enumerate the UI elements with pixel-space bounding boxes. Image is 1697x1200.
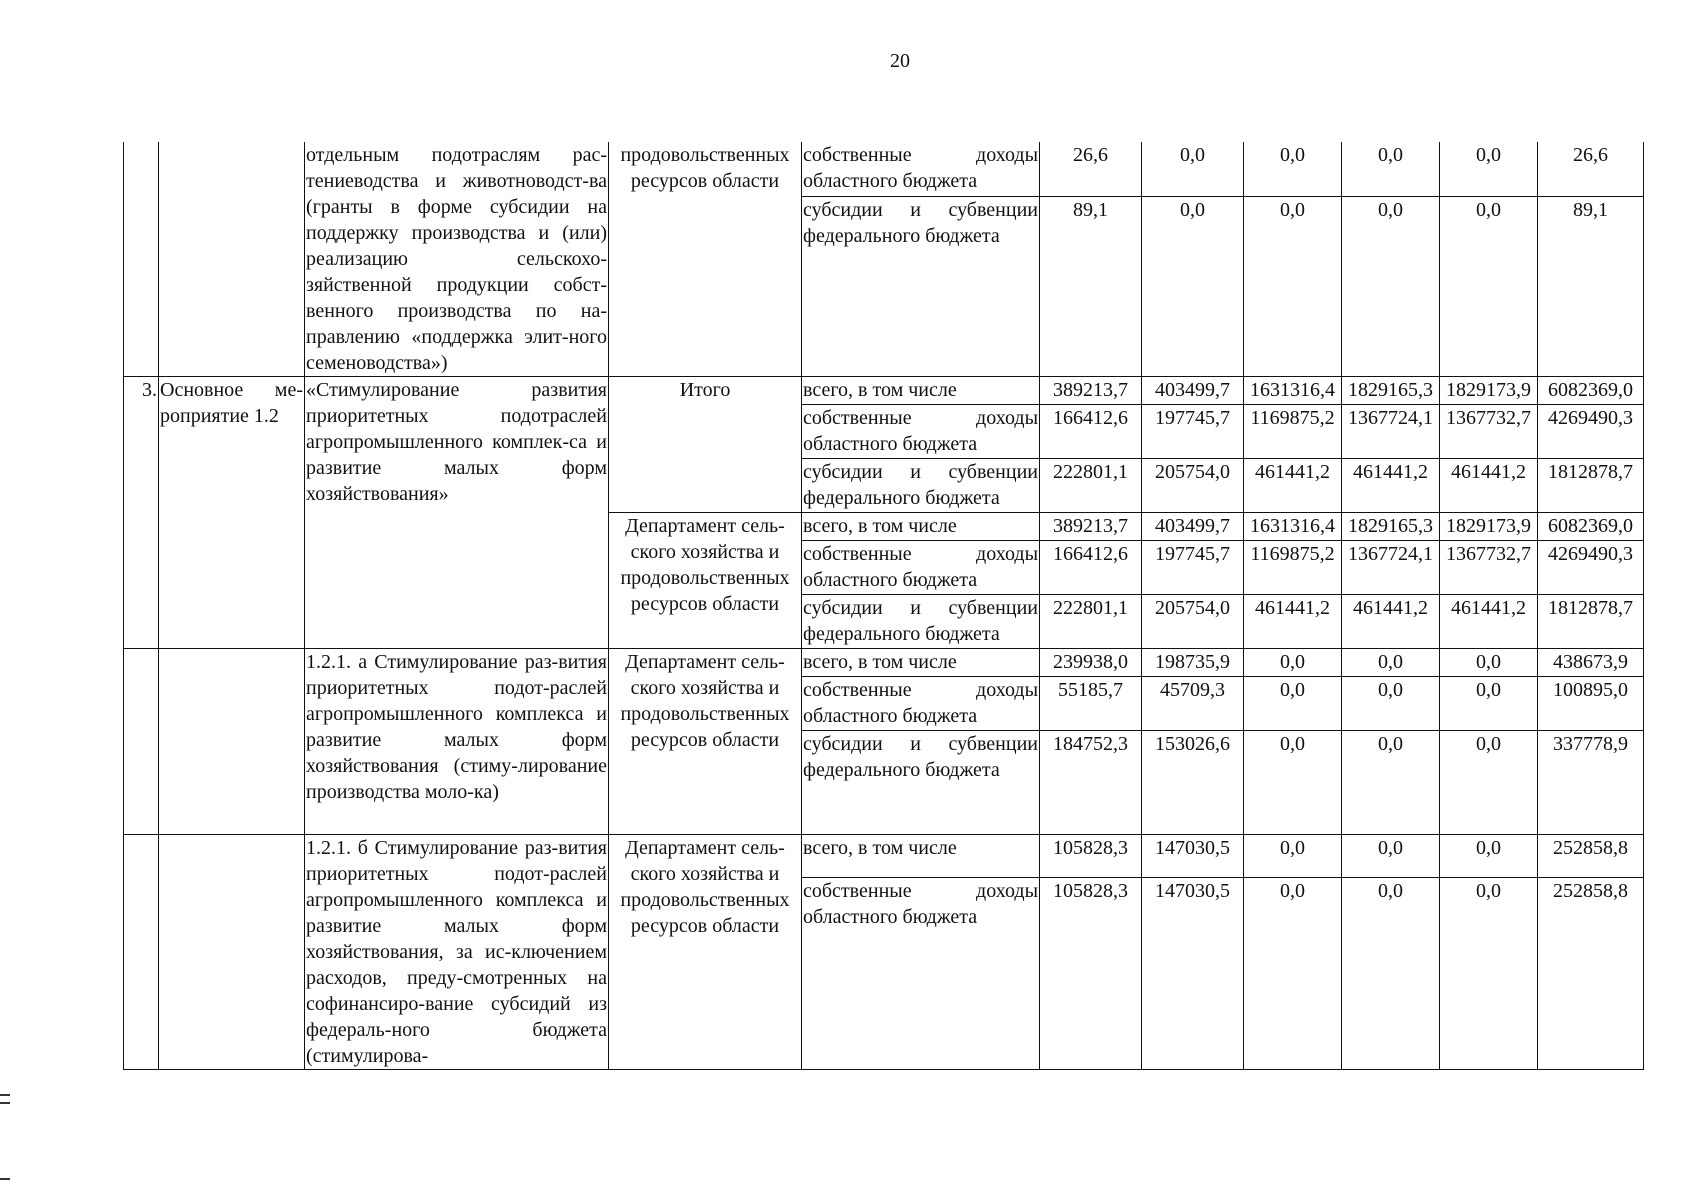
table-row bbox=[124, 649, 1644, 677]
value-cell: 0,0 bbox=[1342, 731, 1440, 835]
value-cell: 0,0 bbox=[1342, 196, 1440, 376]
value-cell: 6082369,0 bbox=[1538, 513, 1644, 541]
executor-cell: Департамент сель-ского хозяйства и продовольственных ресурсов области bbox=[609, 835, 802, 1070]
value-cell: 1367732,7 bbox=[1440, 405, 1538, 459]
value-cell: 0,0 bbox=[1440, 731, 1538, 835]
value-cell: 0,0 bbox=[1440, 877, 1538, 1069]
value-cell: 0,0 bbox=[1244, 677, 1342, 731]
value-cell: 89,1 bbox=[1538, 196, 1644, 376]
funding-source-label: собственные доходы областного бюджета bbox=[802, 541, 1040, 595]
value-cell: 1631316,4 bbox=[1244, 513, 1342, 541]
value-cell: 105828,3 bbox=[1040, 877, 1142, 1069]
value-cell: 461441,2 bbox=[1342, 459, 1440, 513]
value-cell: 1829165,3 bbox=[1342, 513, 1440, 541]
value-cell: 403499,7 bbox=[1142, 513, 1244, 541]
executor-cell: Итого bbox=[609, 377, 802, 513]
value-cell: 252858,8 bbox=[1538, 835, 1644, 878]
value-cell: 461441,2 bbox=[1342, 595, 1440, 649]
scan-mark bbox=[0, 1102, 10, 1104]
value-cell: 1631316,4 bbox=[1244, 377, 1342, 405]
executor-cell: Департамент сель-ского хозяйства и продовольственных ресурсов области bbox=[609, 513, 802, 649]
value-cell: 26,6 bbox=[1538, 142, 1644, 196]
value-cell: 0,0 bbox=[1342, 142, 1440, 196]
measure-name-cell: 1.2.1. б Стимулирование раз-вития приоритетных подот-раслей агропромышленного комплекса и развитие малых форм хозяйствования, за ис-ключением расходов, преду-смотренных на софинансиро-вание субсидий из федераль-ного бюджета (стимулирова- bbox=[305, 835, 609, 1070]
value-cell: 1169875,2 bbox=[1244, 541, 1342, 595]
value-cell: 389213,7 bbox=[1040, 513, 1142, 541]
value-cell: 26,6 bbox=[1040, 142, 1142, 196]
value-cell: 1829173,9 bbox=[1440, 513, 1538, 541]
value-cell: 0,0 bbox=[1342, 649, 1440, 677]
value-cell: 205754,0 bbox=[1142, 595, 1244, 649]
value-cell: 461441,2 bbox=[1244, 595, 1342, 649]
funding-source-label: всего, в том числе bbox=[802, 513, 1040, 541]
value-cell: 1829165,3 bbox=[1342, 377, 1440, 405]
value-cell: 184752,3 bbox=[1040, 731, 1142, 835]
scan-mark bbox=[0, 1178, 10, 1180]
value-cell: 0,0 bbox=[1244, 731, 1342, 835]
value-cell: 0,0 bbox=[1244, 835, 1342, 878]
value-cell: 1367732,7 bbox=[1440, 541, 1538, 595]
value-cell: 1169875,2 bbox=[1244, 405, 1342, 459]
value-cell: 461441,2 bbox=[1440, 595, 1538, 649]
value-cell: 205754,0 bbox=[1142, 459, 1244, 513]
value-cell: 0,0 bbox=[1244, 877, 1342, 1069]
row-number-cell bbox=[124, 835, 159, 1070]
value-cell: 0,0 bbox=[1142, 142, 1244, 196]
measure-cell bbox=[159, 649, 305, 835]
executor-cell: Департамент сель-ского хозяйства и продовольственных ресурсов области bbox=[609, 649, 802, 835]
value-cell: 0,0 bbox=[1244, 649, 1342, 677]
funding-source-label: всего, в том числе bbox=[802, 835, 1040, 878]
table-row bbox=[124, 142, 1644, 196]
value-cell: 0,0 bbox=[1342, 877, 1440, 1069]
value-cell: 153026,6 bbox=[1142, 731, 1244, 835]
value-cell: 0,0 bbox=[1342, 677, 1440, 731]
value-cell: 4269490,3 bbox=[1538, 541, 1644, 595]
value-cell: 166412,6 bbox=[1040, 541, 1142, 595]
value-cell: 337778,9 bbox=[1538, 731, 1644, 835]
value-cell: 147030,5 bbox=[1142, 835, 1244, 878]
value-cell: 222801,1 bbox=[1040, 595, 1142, 649]
value-cell: 197745,7 bbox=[1142, 541, 1244, 595]
table-row bbox=[124, 835, 1644, 878]
program-budget-table bbox=[123, 142, 1644, 1070]
value-cell: 166412,6 bbox=[1040, 405, 1142, 459]
value-cell: 403499,7 bbox=[1142, 377, 1244, 405]
table-row bbox=[124, 377, 1644, 405]
measure-cell bbox=[159, 835, 305, 1070]
funding-source-label: всего, в том числе bbox=[802, 377, 1040, 405]
funding-source-label: собственные доходы областного бюджета bbox=[802, 677, 1040, 731]
value-cell: 6082369,0 bbox=[1538, 377, 1644, 405]
value-cell: 0,0 bbox=[1342, 835, 1440, 878]
value-cell: 0,0 bbox=[1440, 196, 1538, 376]
value-cell: 100895,0 bbox=[1538, 677, 1644, 731]
funding-source-label: собственные доходы областного бюджета bbox=[802, 142, 1040, 196]
measure-cell bbox=[159, 142, 305, 377]
value-cell: 222801,1 bbox=[1040, 459, 1142, 513]
value-cell: 105828,3 bbox=[1040, 835, 1142, 878]
value-cell: 0,0 bbox=[1244, 142, 1342, 196]
page-number: 20 bbox=[890, 50, 910, 72]
value-cell: 0,0 bbox=[1440, 142, 1538, 196]
measure-name-cell: «Стимулирование развития приоритетных подотраслей агропромышленного комплек-са и развитие малых форм хозяйствования» bbox=[305, 377, 609, 649]
value-cell: 197745,7 bbox=[1142, 405, 1244, 459]
value-cell: 239938,0 bbox=[1040, 649, 1142, 677]
measure-name-cell: отдельным подотраслям рас-тениеводства и животноводст-ва (гранты в форме субсидии на поддержку производства и (или) реализацию сельскохо-зяйственной продукции собст-венного производства по на-правлению «поддержка элит-ного семеноводства») bbox=[305, 142, 609, 377]
row-number-cell: 3. bbox=[124, 377, 159, 649]
funding-source-label: субсидии и субвенции федерального бюджета bbox=[802, 731, 1040, 835]
funding-source-label: собственные доходы областного бюджета bbox=[802, 405, 1040, 459]
value-cell: 252858,8 bbox=[1538, 877, 1644, 1069]
value-cell: 1367724,1 bbox=[1342, 405, 1440, 459]
value-cell: 89,1 bbox=[1040, 196, 1142, 376]
value-cell: 0,0 bbox=[1440, 677, 1538, 731]
executor-cell: продовольственных ресурсов области bbox=[609, 142, 802, 377]
row-number-cell bbox=[124, 142, 159, 377]
funding-source-label: всего, в том числе bbox=[802, 649, 1040, 677]
funding-source-label: субсидии и субвенции федерального бюджета bbox=[802, 459, 1040, 513]
scan-mark bbox=[0, 1094, 10, 1096]
value-cell: 0,0 bbox=[1440, 835, 1538, 878]
value-cell: 438673,9 bbox=[1538, 649, 1644, 677]
funding-source-label: собственные доходы областного бюджета bbox=[802, 877, 1040, 1069]
value-cell: 461441,2 bbox=[1244, 459, 1342, 513]
funding-source-label: субсидии и субвенции федерального бюджета bbox=[802, 196, 1040, 376]
value-cell: 147030,5 bbox=[1142, 877, 1244, 1069]
funding-source-label: субсидии и субвенции федерального бюджета bbox=[802, 595, 1040, 649]
row-number-cell bbox=[124, 649, 159, 835]
value-cell: 1812878,7 bbox=[1538, 595, 1644, 649]
value-cell: 1829173,9 bbox=[1440, 377, 1538, 405]
measure-cell: Основное ме-роприятие 1.2 bbox=[159, 377, 305, 649]
value-cell: 45709,3 bbox=[1142, 677, 1244, 731]
value-cell: 198735,9 bbox=[1142, 649, 1244, 677]
value-cell: 0,0 bbox=[1440, 649, 1538, 677]
value-cell: 1367724,1 bbox=[1342, 541, 1440, 595]
value-cell: 389213,7 bbox=[1040, 377, 1142, 405]
measure-name-cell: 1.2.1. а Стимулирование раз-вития приоритетных подот-раслей агропромышленного комплекса и развитие малых форм хозяйствования (стиму-лирование производства моло-ка) bbox=[305, 649, 609, 835]
value-cell: 55185,7 bbox=[1040, 677, 1142, 731]
value-cell: 461441,2 bbox=[1440, 459, 1538, 513]
value-cell: 0,0 bbox=[1244, 196, 1342, 376]
value-cell: 1812878,7 bbox=[1538, 459, 1644, 513]
value-cell: 0,0 bbox=[1142, 196, 1244, 376]
value-cell: 4269490,3 bbox=[1538, 405, 1644, 459]
